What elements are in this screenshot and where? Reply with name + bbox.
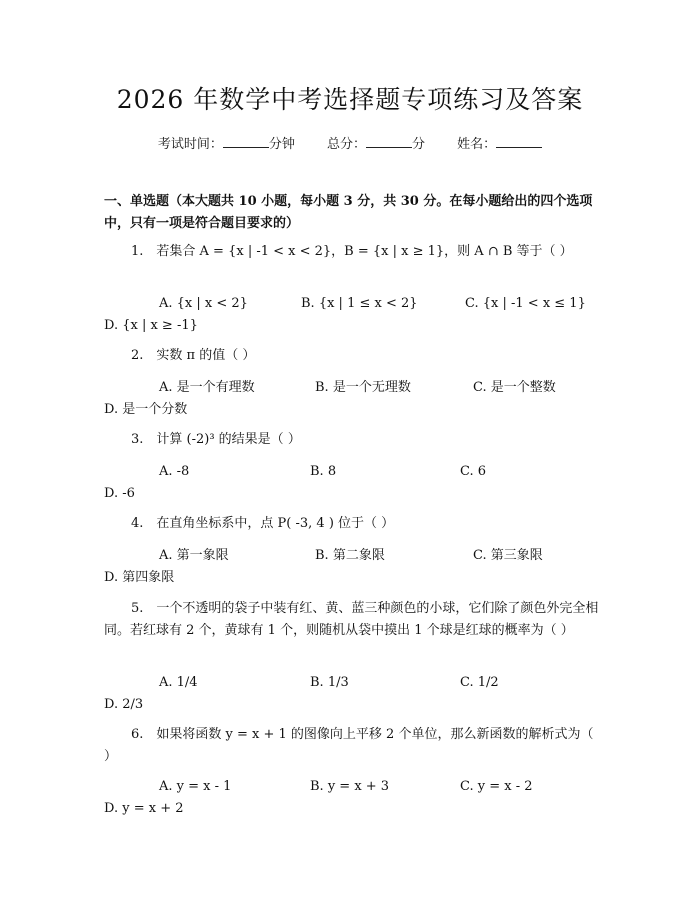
question-6 [104,724,604,768]
option-a[interactable]: A. y = x - 1 [159,779,232,794]
question-stem: 2. 实数 π 的值（ ） [131,348,256,363]
question-5 [104,598,604,642]
option-b[interactable]: B. 是一个无理数 [315,380,411,395]
page-title: 2026 年数学中考选择题专项练习及答案 [116,85,584,114]
option-b[interactable]: B. 8 [310,464,337,479]
option-d[interactable]: D. {x | x ≥ -1} [104,318,198,333]
option-d[interactable]: D. 2/3 [104,697,144,712]
question-stem: 4. 在直角坐标系中，点 P( -3, 4 ) 位于（ ） [131,516,395,531]
question-stem: 5. 一个不透明的袋子中装有红、黄、蓝三种颜色的小球，它们除了颜色外完全相同。若红球有 2 个，黄球有 1 个，则随机从袋中摸出 1 个球是红球的概率为（ ） [104,601,599,638]
option-c[interactable]: C. y = x - 2 [460,779,533,794]
time-unit: 分钟 [268,137,295,152]
option-d[interactable]: D. y = x + 2 [104,801,184,816]
option-b[interactable]: B. 1/3 [310,675,349,690]
option-d[interactable]: D. 第四象限 [104,570,175,585]
exam-score [327,137,425,152]
score-unit: 分 [412,137,426,152]
option-a[interactable]: A. 1/4 [159,675,198,690]
question-3 [104,429,604,451]
score-label: 总分： [326,137,366,152]
option-c[interactable]: C. 1/2 [460,675,499,690]
question-4 [104,513,604,535]
exam-time [158,137,295,152]
option-c[interactable]: C. 第三象限 [473,548,543,563]
option-a[interactable]: A. {x | x < 2} [159,296,248,311]
option-a[interactable]: A. -8 [159,464,190,479]
name-blank[interactable] [496,135,542,148]
exam-meta [0,133,700,152]
question-stem: 1. 若集合 A = {x | -1 < x < 2}，B = {x | x ≥ 1}，则 A ∩ B 等于（ ） [131,244,573,259]
exam-name [457,137,542,152]
question-stem: 6. 如果将函数 y = x + 1 的图像向上平移 2 个单位，那么新函数的解析式为（ ） [104,727,594,764]
time-blank[interactable] [223,135,269,148]
option-b[interactable]: B. y = x + 3 [310,779,390,794]
section-heading: 一、单选题（本大题共 10 小题，每小题 3 分，共 30 分。在每小题给出的四个选项中，只有一项是符合题目要求的） [104,194,593,231]
option-d[interactable]: D. -6 [104,486,135,501]
option-c[interactable]: C. 6 [460,464,487,479]
option-a[interactable]: A. 是一个有理数 [159,380,255,395]
option-c[interactable]: C. 是一个整数 [473,380,556,395]
question-stem: 3. 计算 (-2)³ 的结果是（ ） [131,432,301,447]
name-label: 姓名： [457,137,497,152]
option-d[interactable]: D. 是一个分数 [104,402,188,417]
question-1 [104,241,604,263]
option-b[interactable]: B. {x | 1 ≤ x < 2} [301,296,418,311]
option-a[interactable]: A. 第一象限 [159,548,229,563]
option-b[interactable]: B. 第二象限 [315,548,385,563]
question-2 [104,345,604,367]
option-c[interactable]: C. {x | -1 < x ≤ 1} [465,296,586,311]
score-blank[interactable] [366,135,412,148]
time-label: 考试时间： [157,137,223,152]
